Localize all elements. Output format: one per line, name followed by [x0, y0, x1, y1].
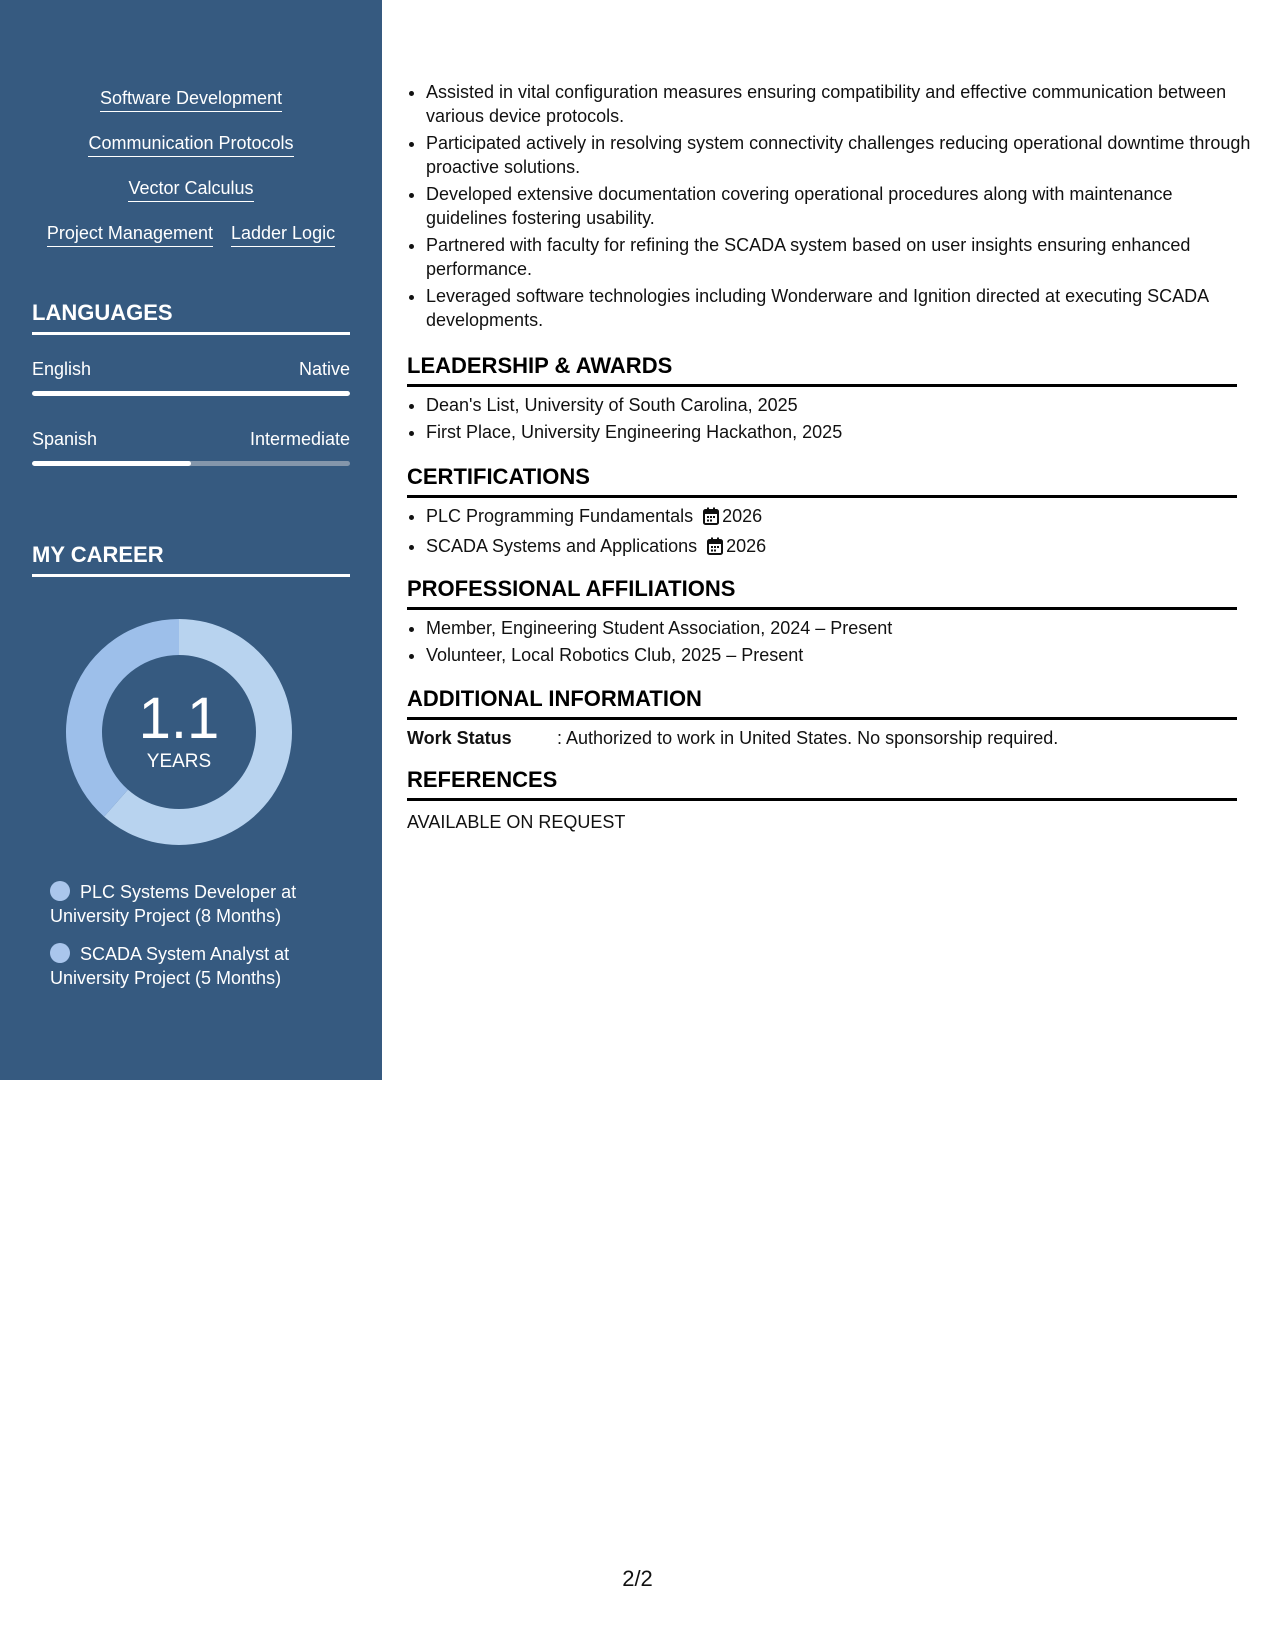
skill-tag: Software Development: [100, 86, 282, 112]
language-proficiency-bar: [32, 391, 350, 396]
experience-bullet: • Leveraged software technologies including Wonderware and Ignition directed at executing SCADA developments.: [426, 284, 1256, 332]
certifications-list: [407, 504, 1256, 564]
experience-bullet: • Participated actively in resolving system connectivity challenges reducing operational downtime through proactive solutions.: [426, 131, 1256, 179]
affiliation-item: • Member, Engineering Student Association, 2024 – Present: [426, 616, 1256, 640]
career-legend-dot: [50, 881, 70, 901]
skill-tag: Vector Calculus: [128, 176, 253, 202]
work-status-label: Work Status: [407, 728, 512, 748]
language-level: Intermediate: [249, 429, 350, 449]
experience-bullet: • Assisted in vital configuration measures ensuring compatibility and effective communication between various device protocols.: [426, 80, 1256, 128]
affiliations-heading: PROFESSIONAL AFFILIATIONS: [407, 575, 1237, 610]
page-number: 2/2: [622, 1566, 653, 1591]
leadership-list: [407, 393, 1256, 447]
certifications-heading: CERTIFICATIONS: [407, 463, 1237, 498]
career-total-years: 1.1: [138, 686, 220, 751]
career-item: [50, 942, 340, 990]
work-status-value: : Authorized to work in United States. No sponsorship required.: [557, 728, 1059, 748]
skill-tag: Communication Protocols: [88, 131, 293, 157]
calendar-icon: [707, 537, 723, 561]
career-years-unit: YEARS: [146, 751, 212, 772]
language-level: Native: [298, 359, 350, 379]
skills-list: [0, 86, 382, 266]
language-proficiency-bar: [32, 461, 350, 466]
career-donut-label: [66, 619, 292, 845]
language-spanish: [32, 427, 350, 466]
references-text: AVAILABLE ON REQUEST: [407, 812, 626, 832]
leadership-heading: LEADERSHIP & AWARDS: [407, 352, 1237, 387]
calendar-icon: [703, 507, 719, 531]
certification-name: SCADA Systems and Applications: [426, 536, 698, 556]
career-item-text: SCADA System Analyst at University Project (5 Months): [50, 944, 290, 988]
leadership-item: • Dean's List, University of South Carolina, 2025: [426, 393, 1256, 417]
career-heading: MY CAREER: [32, 540, 350, 577]
experience-bullet: • Developed extensive documentation covering operational procedures along with maintenance guidelines fostering usability.: [426, 182, 1256, 230]
certification-item: [426, 504, 1256, 531]
experience-bullets: [407, 80, 1256, 335]
certification-item: [426, 534, 1256, 561]
affiliation-item: • Volunteer, Local Robotics Club, 2025 – Present: [426, 643, 1256, 667]
career-donut-chart: [66, 619, 292, 845]
language-proficiency-fill: [32, 461, 191, 466]
career-item-text: PLC Systems Developer at University Project (8 Months): [50, 882, 297, 926]
certification-year: 2026: [726, 536, 767, 556]
sidebar: [0, 0, 382, 1080]
language-name: English: [32, 359, 92, 379]
certification-year: 2026: [722, 506, 763, 526]
career-item: [50, 880, 340, 928]
affiliations-list: [407, 616, 1256, 670]
languages-heading: LANGUAGES: [32, 298, 350, 335]
certification-name: PLC Programming Fundamentals: [426, 506, 694, 526]
leadership-item: • First Place, University Engineering Hackathon, 2025: [426, 420, 1256, 444]
language-proficiency-fill: [32, 391, 350, 396]
skill-tag: Ladder Logic: [231, 221, 335, 247]
language-english: [32, 357, 350, 396]
skill-tag: Project Management: [47, 221, 213, 247]
additional-info-heading: ADDITIONAL INFORMATION: [407, 685, 1237, 720]
career-legend-dot: [50, 943, 70, 963]
experience-bullet: • Partnered with faculty for refining the SCADA system based on user insights ensuring enhanced performance.: [426, 233, 1256, 281]
language-name: Spanish: [32, 429, 98, 449]
work-status-row: [407, 726, 1237, 750]
references-heading: REFERENCES: [407, 766, 1237, 801]
